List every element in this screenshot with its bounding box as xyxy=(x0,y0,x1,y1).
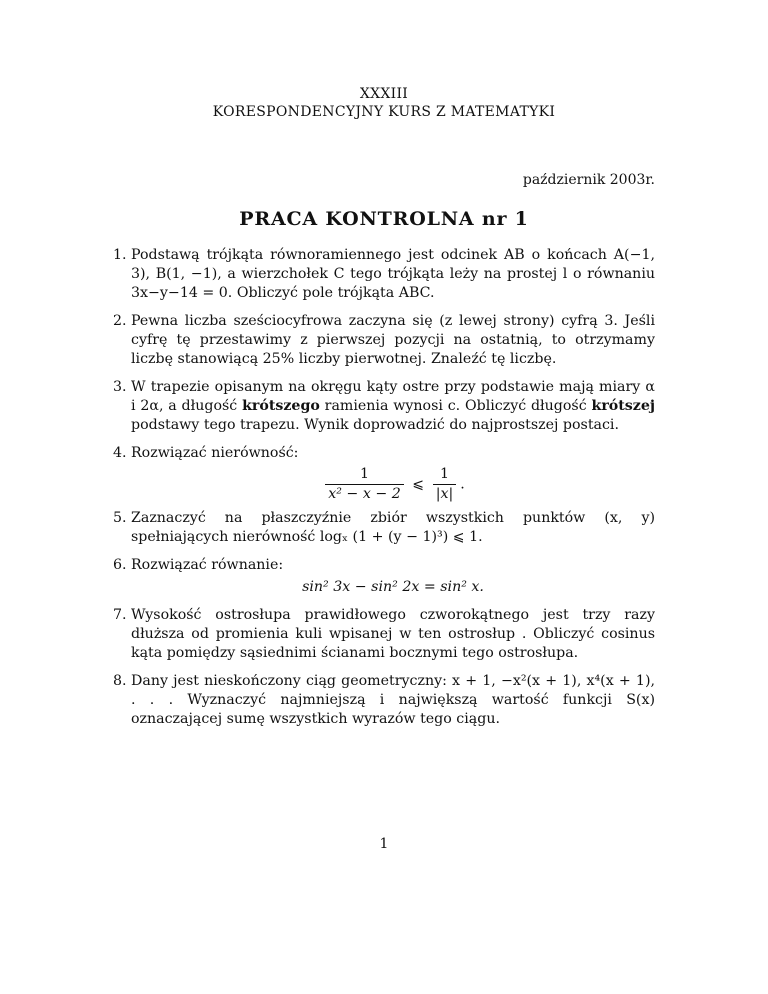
emphasis-shorter-arm: krótszego xyxy=(242,398,320,414)
problem-item xyxy=(113,556,655,597)
fraction-left xyxy=(325,465,404,504)
emphasis-shorter-base: krótszej xyxy=(591,398,656,414)
problem-text: Zaznaczyć na płaszczyźnie zbiór wszystkich punktów (x, y) spełniających nierówność logₓ (1 + (y − 1)³) ⩽ 1. xyxy=(131,510,655,545)
problem-item xyxy=(113,312,655,369)
page-number: 1 xyxy=(379,836,389,852)
problem-item xyxy=(113,672,655,729)
problem-text: Podstawą trójkąta równoramiennego jest odcinek AB o końcach A(−1, 3), B(1, −1), a wierzchołek C tego trójkąta leży na prostej l o równaniu 3x−y−14 = 0. Obliczyć pole trójkąta ABC. xyxy=(131,247,655,301)
problem-item xyxy=(113,246,655,303)
problem-text-end: podstawy tego trapezu. Wynik doprowadzić do najprostszej postaci. xyxy=(131,417,619,433)
inequality-formula xyxy=(131,465,655,504)
problem-text: Rozwiązać równanie: xyxy=(131,557,284,573)
numerator: 1 xyxy=(325,465,404,485)
problem-item xyxy=(113,606,655,663)
denominator: |x| xyxy=(435,486,454,502)
page-title: PRACA KONTROLNA nr 1 xyxy=(239,208,529,230)
problem-number: 3. xyxy=(113,379,127,395)
issue-date: październik 2003r. xyxy=(522,172,655,188)
problem-number: 8. xyxy=(113,673,127,689)
problem-number: 2. xyxy=(113,313,127,329)
problem-number: 1. xyxy=(113,247,127,263)
problem-item xyxy=(113,444,655,504)
course-edition: XXXIII xyxy=(359,86,409,102)
problem-text: Wysokość ostrosłupa prawidłowego czworokątnego jest trzy razy dłuższa od promienia kuli wpisanej w ten ostrosłup . Obliczyć cosinus kąta pomiędzy sąsiednimi ścianami bocznymi tego ostrosłupa. xyxy=(131,607,655,661)
problem-list xyxy=(113,246,655,729)
problem-text-start: W trapezie opisanym na okręgu kąty ostre przy podstawie mają miary α i 2α, a długość xyxy=(131,379,655,414)
problem-number: 4. xyxy=(113,445,127,461)
problem-text: Dany jest nieskończony ciąg geometryczny: x + 1, −x²(x + 1), x⁴(x + 1), . . . Wyznaczyć najmniejszą i największą wartość funkcji S(x) oznaczającej sumę wszystkich wyrazów tego ciągu. xyxy=(131,673,655,727)
fraction-right xyxy=(433,465,457,504)
formula-end: . xyxy=(460,476,465,493)
problem-number: 5. xyxy=(113,510,127,526)
denominator: x² − x − 2 xyxy=(328,486,401,502)
problem-item xyxy=(113,378,655,435)
problem-number: 6. xyxy=(113,557,127,573)
relation-symbol: ⩽ xyxy=(412,476,425,493)
problem-item xyxy=(113,509,655,547)
problem-text: Rozwiązać nierówność: xyxy=(131,445,299,461)
problem-text-middle: ramienia wynosi c. Obliczyć długość xyxy=(324,398,587,414)
numerator: 1 xyxy=(433,465,457,485)
course-title: KORESPONDENCYJNY KURS Z MATEMATYKI xyxy=(212,104,556,120)
problem-number: 7. xyxy=(113,607,127,623)
problem-text: Pewna liczba sześciocyfrowa zaczyna się (z lewej strony) cyfrą 3. Jeśli cyfrę tę przestawimy z pierwszej pozycji na ostatnią, to otrzymamy liczbę stanowiącą 25% liczby pierwotnej. Znaleźć tę liczbę. xyxy=(131,313,655,367)
equation-formula: sin² 3x − sin² 2x = sin² x. xyxy=(302,579,484,595)
